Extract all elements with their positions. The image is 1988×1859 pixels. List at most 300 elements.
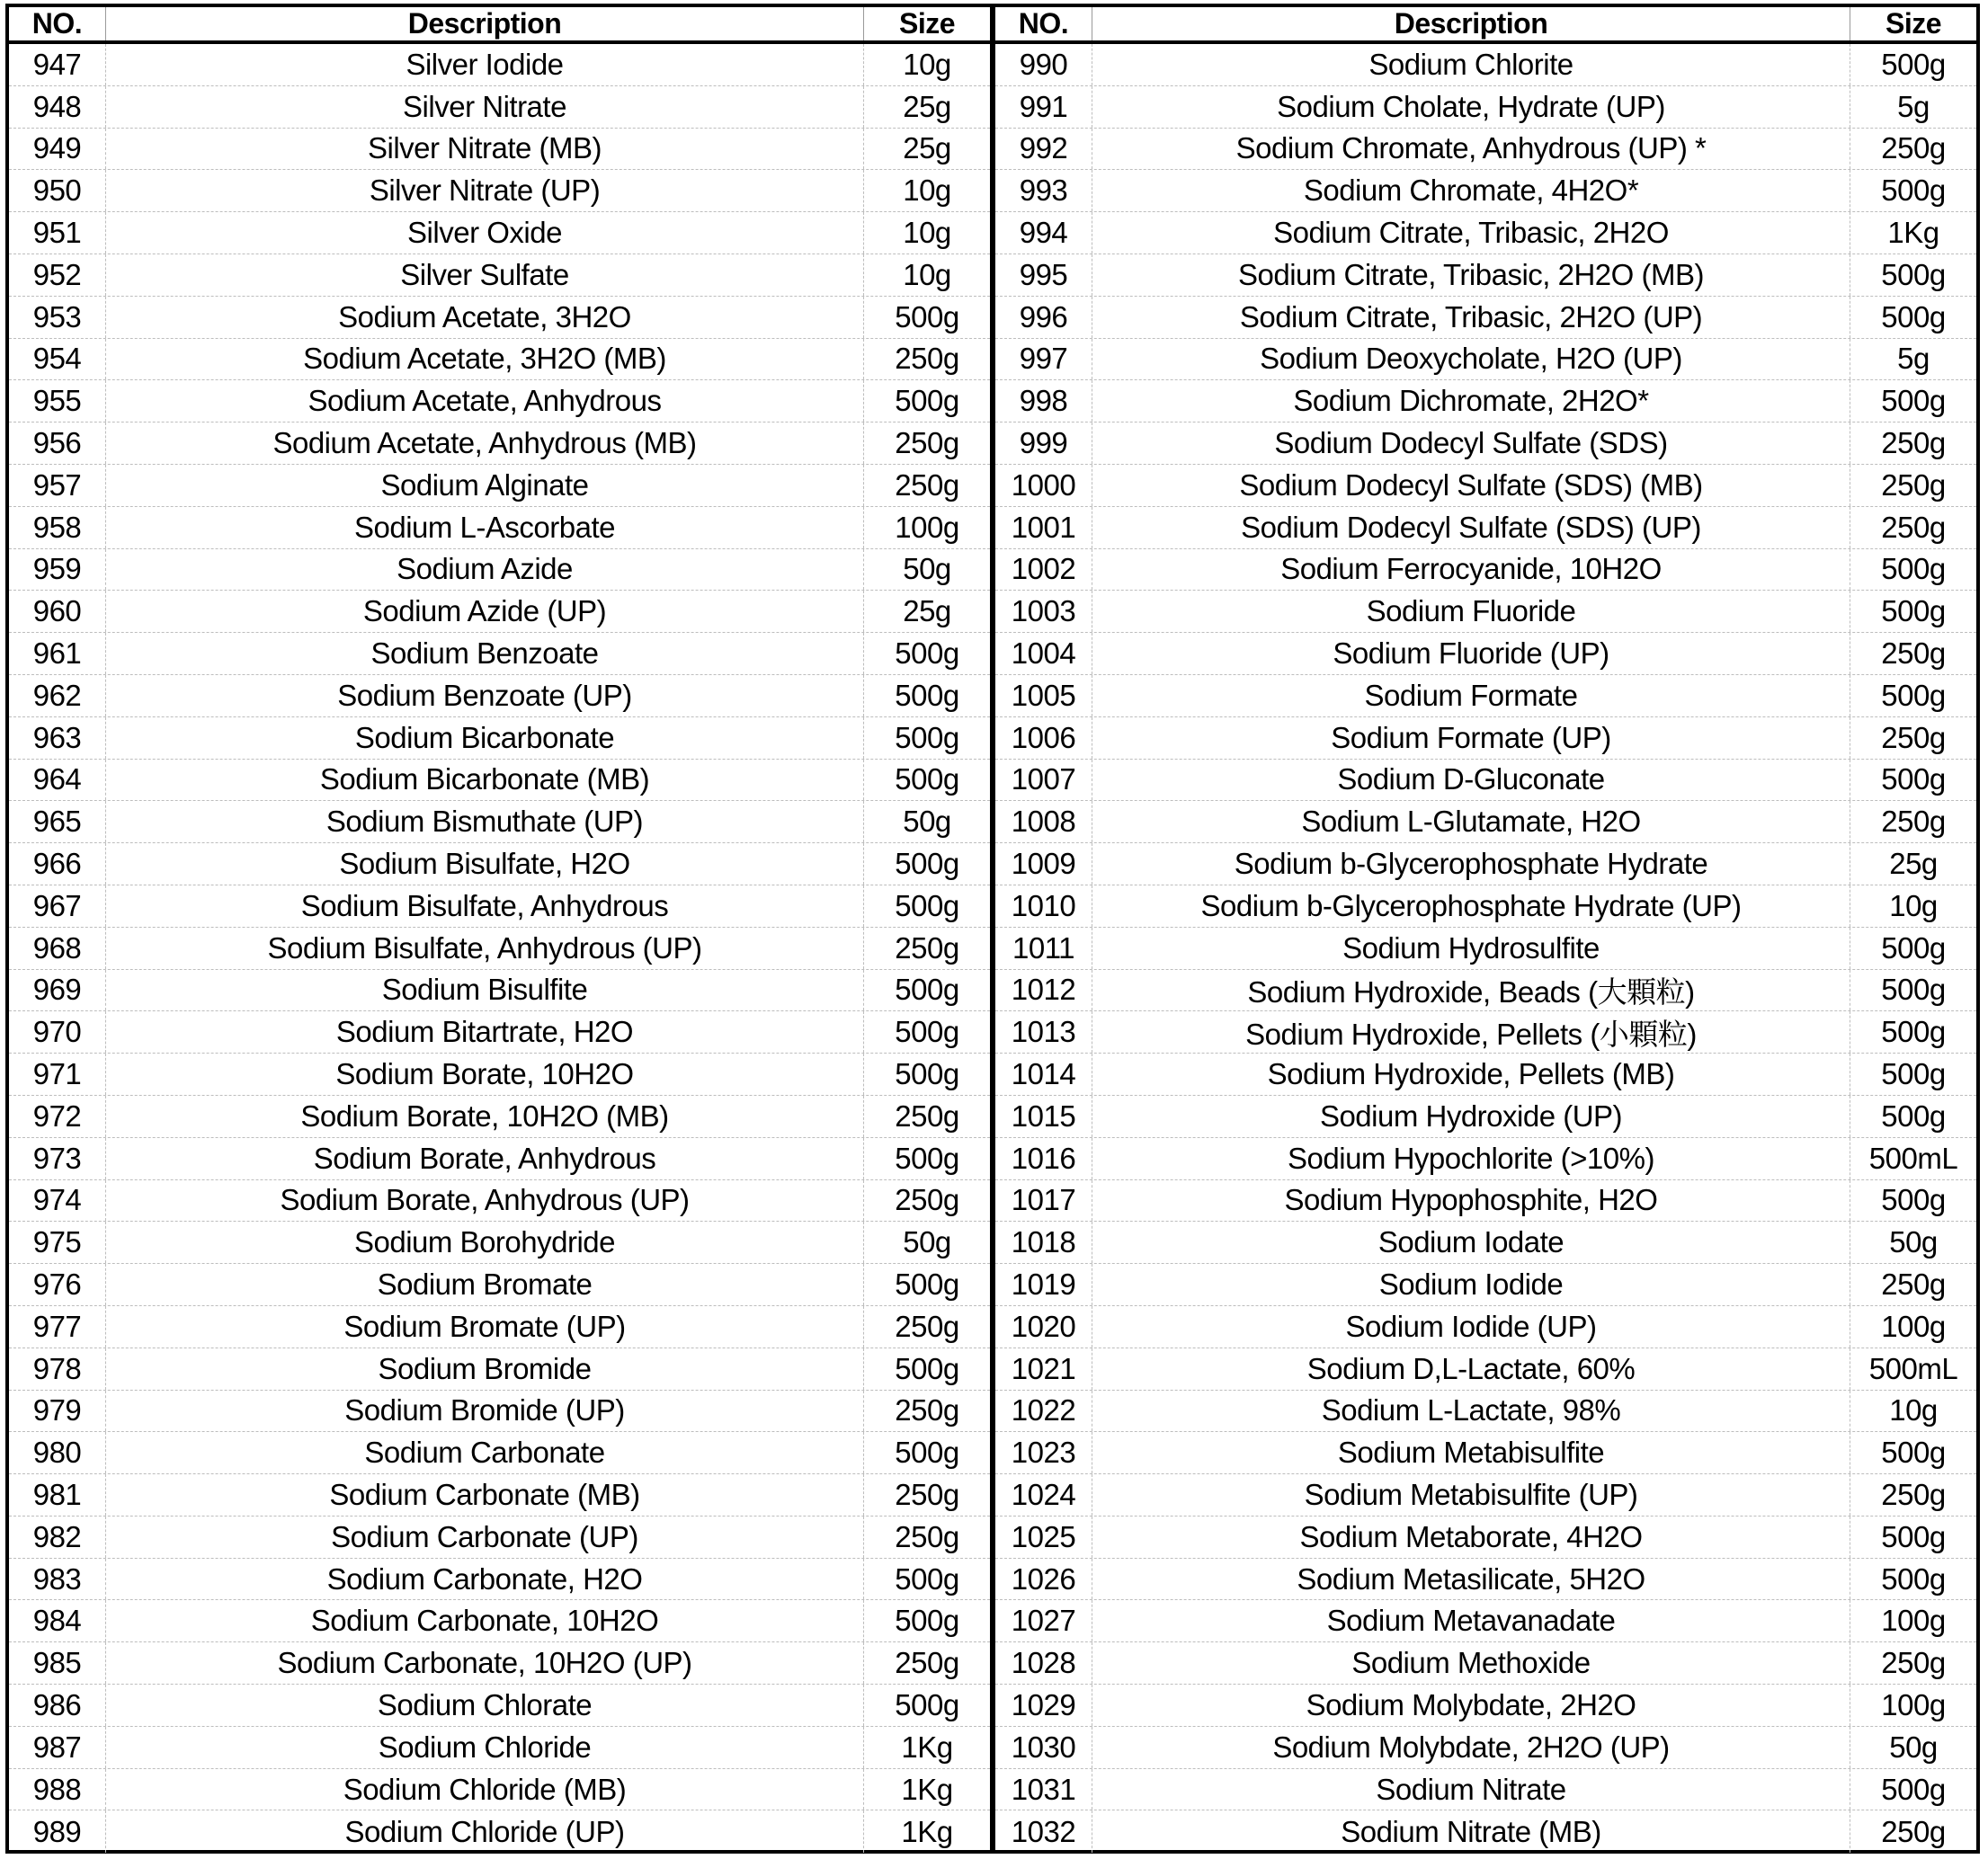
cell-size: 500g — [895, 888, 959, 922]
cell-no: 963 — [9, 717, 106, 759]
cell-description: Silver Nitrate — [106, 86, 864, 128]
cell-no: 962 — [9, 675, 106, 716]
cell-no: 954 — [9, 339, 106, 380]
cell-no: 965 — [9, 801, 106, 842]
cell-no: 968 — [9, 928, 106, 969]
table-row — [9, 380, 990, 422]
cell-no: 977 — [9, 1306, 106, 1348]
cell-description: Sodium Azide — [106, 549, 864, 591]
header-no: NO. — [995, 7, 1092, 40]
cell-no: 996 — [995, 297, 1092, 338]
cell-size: 50g — [903, 805, 951, 839]
cell-description: Sodium Fluoride — [1092, 591, 1850, 632]
table-row — [995, 885, 1976, 928]
table-row — [9, 1517, 990, 1559]
table-row — [995, 970, 1976, 1012]
cell-description: Sodium Acetate, Anhydrous (MB) — [106, 422, 864, 464]
left-table-column — [9, 7, 993, 1850]
table-header — [9, 7, 990, 44]
cell-no: 987 — [9, 1727, 106, 1768]
table-row — [995, 1727, 1976, 1769]
table-row — [995, 1474, 1976, 1517]
cell-size: 50g — [903, 1225, 951, 1259]
cell-size: 500g — [1881, 762, 1946, 796]
cell-no: 1014 — [995, 1054, 1092, 1095]
cell-no: 1001 — [995, 507, 1092, 548]
table-row — [9, 44, 990, 86]
cell-size: 500g — [1881, 594, 1946, 628]
cell-description: Sodium Alginate — [106, 465, 864, 506]
table-row — [995, 1138, 1976, 1180]
cell-no: 1031 — [995, 1769, 1092, 1810]
table-row — [9, 339, 990, 381]
table-row — [995, 717, 1976, 760]
cell-no: 948 — [9, 86, 106, 128]
cell-size: 500g — [895, 1268, 959, 1301]
table-row — [9, 717, 990, 760]
cell-no: 1009 — [995, 843, 1092, 885]
table-row — [9, 422, 990, 465]
cell-description: Sodium Borate, 10H2O (MB) — [106, 1096, 864, 1137]
table-row — [9, 1474, 990, 1517]
cell-size: 500g — [895, 384, 959, 418]
cell-description: Sodium Formate (UP) — [1092, 717, 1850, 759]
cell-description: Sodium Formate — [1092, 675, 1850, 716]
cell-description: Sodium Carbonate, 10H2O (UP) — [106, 1642, 864, 1684]
cell-no: 951 — [9, 212, 106, 254]
cell-size: 500mL — [1868, 1351, 1958, 1385]
cell-size: 500g — [1881, 930, 1946, 965]
cell-size: 250g — [895, 1393, 959, 1428]
cell-description: Sodium b-Glycerophosphate Hydrate (UP) — [1092, 885, 1850, 927]
cell-size: 500g — [1881, 1519, 1946, 1553]
cell-no: 955 — [9, 380, 106, 422]
cell-no: 1011 — [995, 928, 1092, 969]
cell-description: Sodium D-Gluconate — [1092, 760, 1850, 801]
cell-description: Sodium Molybdate, 2H2O (UP) — [1092, 1727, 1850, 1768]
cell-size: 500g — [1881, 299, 1946, 334]
table-row — [9, 1727, 990, 1769]
cell-size: 1Kg — [1887, 216, 1939, 250]
cell-no: 995 — [995, 254, 1092, 296]
cell-no: 1008 — [995, 801, 1092, 842]
cell-size: 50g — [1889, 1225, 1938, 1259]
cell-size: 250g — [1881, 1477, 1946, 1511]
table-row — [995, 760, 1976, 802]
cell-description: Sodium Chlorate — [106, 1685, 864, 1726]
cell-no: 985 — [9, 1642, 106, 1684]
cell-description: Sodium Citrate, Tribasic, 2H2O (MB) — [1092, 254, 1850, 296]
cell-description: Sodium Carbonate (UP) — [106, 1517, 864, 1558]
header-size: Size — [1885, 7, 1942, 40]
cell-no: 1003 — [995, 591, 1092, 632]
cell-size: 250g — [895, 1309, 959, 1343]
cell-description: Sodium Hydroxide, Pellets (小顆粒) — [1092, 1011, 1850, 1053]
header-size: Size — [898, 7, 956, 40]
table-row — [9, 254, 990, 297]
cell-description: Silver Nitrate (MB) — [106, 129, 864, 170]
cell-description: Sodium Nitrate (MB) — [1092, 1810, 1850, 1853]
cell-no: 964 — [9, 760, 106, 801]
cell-description: Sodium Chloride (UP) — [106, 1810, 864, 1853]
table-row — [995, 1642, 1976, 1685]
right-table-column — [993, 7, 1976, 1850]
cell-description: Sodium Hydroxide, Pellets (MB) — [1092, 1054, 1850, 1095]
cell-no: 1025 — [995, 1517, 1092, 1558]
cell-size: 5g — [1897, 342, 1930, 376]
cell-size: 10g — [903, 173, 951, 208]
cell-size: 500g — [1881, 47, 1946, 81]
cell-description: Sodium Bisulfate, H2O — [106, 843, 864, 885]
cell-description: Sodium Molybdate, 2H2O — [1092, 1685, 1850, 1726]
table-row — [9, 297, 990, 339]
table-row — [995, 1685, 1976, 1727]
cell-size: 250g — [1881, 1268, 1946, 1301]
cell-description: Sodium Borohydride — [106, 1222, 864, 1263]
cell-description: Sodium Chlorite — [1092, 44, 1850, 85]
table-row — [9, 1306, 990, 1348]
cell-size: 500g — [895, 1604, 959, 1638]
table-row — [9, 170, 990, 212]
cell-size: 250g — [895, 467, 959, 502]
table-row — [995, 1264, 1976, 1306]
table-row — [9, 1096, 990, 1138]
cell-description: Sodium Metaborate, 4H2O — [1092, 1517, 1850, 1558]
table-row — [9, 1391, 990, 1433]
cell-size: 25g — [903, 594, 951, 628]
cell-no: 986 — [9, 1685, 106, 1726]
cell-description: Sodium Cholate, Hydrate (UP) — [1092, 86, 1850, 128]
cell-no: 972 — [9, 1096, 106, 1137]
table-row — [995, 129, 1976, 171]
cell-size: 25g — [1889, 847, 1938, 881]
table-row — [9, 465, 990, 507]
header-description: Description — [1092, 7, 1850, 40]
cell-size: 500g — [895, 1561, 959, 1596]
cell-size: 250g — [1881, 426, 1946, 460]
cell-description: Sodium Hypophosphite, H2O — [1092, 1180, 1850, 1222]
cell-size: 100g — [895, 510, 959, 544]
cell-size: 1Kg — [901, 1772, 953, 1806]
product-table — [5, 4, 1980, 1854]
cell-size: 250g — [895, 930, 959, 965]
cell-no: 998 — [995, 380, 1092, 422]
cell-size: 500g — [1881, 1057, 1946, 1091]
cell-description: Sodium Deoxycholate, H2O (UP) — [1092, 339, 1850, 380]
cell-size: 250g — [895, 342, 959, 376]
cell-description: Sodium L-Glutamate, H2O — [1092, 801, 1850, 842]
cell-no: 980 — [9, 1432, 106, 1473]
cell-description: Sodium Acetate, 3H2O (MB) — [106, 339, 864, 380]
cell-no: 1021 — [995, 1348, 1092, 1390]
left-rows — [9, 44, 990, 1853]
table-row — [995, 212, 1976, 254]
cell-description: Sodium Bitartrate, H2O — [106, 1011, 864, 1053]
cell-size: 500g — [1881, 1772, 1946, 1806]
table-row — [995, 254, 1976, 297]
cell-size: 10g — [1889, 1393, 1938, 1428]
cell-size: 250g — [1881, 510, 1946, 544]
table-row — [995, 465, 1976, 507]
table-row — [9, 1054, 990, 1096]
cell-no: 994 — [995, 212, 1092, 254]
cell-size: 500g — [895, 847, 959, 881]
cell-size: 500g — [1881, 973, 1946, 1007]
cell-size: 100g — [1881, 1604, 1946, 1638]
cell-size: 500g — [895, 762, 959, 796]
cell-size: 500g — [895, 299, 959, 334]
cell-size: 500g — [895, 973, 959, 1007]
cell-no: 1030 — [995, 1727, 1092, 1768]
cell-no: 1018 — [995, 1222, 1092, 1263]
cell-description: Sodium Metabisulfite — [1092, 1432, 1850, 1473]
cell-size: 500g — [1881, 173, 1946, 208]
cell-description: Sodium L-Lactate, 98% — [1092, 1391, 1850, 1432]
table-row — [9, 760, 990, 802]
cell-no: 978 — [9, 1348, 106, 1390]
cell-no: 967 — [9, 885, 106, 927]
cell-size: 500g — [895, 678, 959, 712]
table-row — [995, 549, 1976, 592]
cell-description: Sodium Bicarbonate — [106, 717, 864, 759]
cell-no: 1017 — [995, 1180, 1092, 1222]
cell-no: 971 — [9, 1054, 106, 1095]
table-row — [9, 1769, 990, 1811]
cell-description: Sodium b-Glycerophosphate Hydrate — [1092, 843, 1850, 885]
cell-size: 500g — [1881, 1561, 1946, 1596]
table-row — [9, 1222, 990, 1264]
cell-no: 990 — [995, 44, 1092, 85]
cell-size: 100g — [1881, 1309, 1946, 1343]
table-row — [995, 1810, 1976, 1853]
cell-description: Sodium Fluoride (UP) — [1092, 633, 1850, 674]
cell-size: 250g — [1881, 1814, 1946, 1848]
table-row — [9, 1138, 990, 1180]
cell-size: 10g — [903, 216, 951, 250]
cell-no: 1027 — [995, 1600, 1092, 1641]
cell-description: Sodium Ferrocyanide, 10H2O — [1092, 549, 1850, 591]
table-row — [9, 885, 990, 928]
table-row — [9, 1685, 990, 1727]
table-row — [9, 1348, 990, 1391]
cell-description: Sodium Acetate, 3H2O — [106, 297, 864, 338]
cell-size: 250g — [1881, 636, 1946, 671]
cell-size: 100g — [1881, 1687, 1946, 1721]
cell-no: 1005 — [995, 675, 1092, 716]
cell-size: 500g — [895, 636, 959, 671]
table-row — [9, 1432, 990, 1474]
cell-description: Sodium Chloride — [106, 1727, 864, 1768]
header-description: Description — [106, 7, 864, 40]
cell-no: 993 — [995, 170, 1092, 211]
cell-no: 984 — [9, 1600, 106, 1641]
table-row — [9, 801, 990, 843]
table-row — [9, 675, 990, 717]
cell-no: 970 — [9, 1011, 106, 1053]
cell-no: 961 — [9, 633, 106, 674]
table-row — [9, 1642, 990, 1685]
cell-description: Sodium Benzoate — [106, 633, 864, 674]
cell-description: Sodium Hydroxide (UP) — [1092, 1096, 1850, 1137]
cell-description: Sodium Chromate, 4H2O* — [1092, 170, 1850, 211]
cell-size: 5g — [1897, 89, 1930, 123]
cell-no: 988 — [9, 1769, 106, 1810]
table-row — [995, 633, 1976, 675]
cell-description: Sodium Iodide (UP) — [1092, 1306, 1850, 1348]
table-row — [995, 591, 1976, 633]
table-row — [9, 1600, 990, 1642]
cell-description: Sodium Dodecyl Sulfate (SDS) (UP) — [1092, 507, 1850, 548]
cell-description: Sodium Bisulfate, Anhydrous (UP) — [106, 928, 864, 969]
cell-no: 973 — [9, 1138, 106, 1179]
cell-no: 1020 — [995, 1306, 1092, 1348]
table-row — [9, 212, 990, 254]
cell-description: Silver Iodide — [106, 44, 864, 85]
cell-no: 953 — [9, 297, 106, 338]
table-row — [9, 86, 990, 129]
cell-description: Sodium Iodide — [1092, 1264, 1850, 1305]
cell-no: 1028 — [995, 1642, 1092, 1684]
table-row — [995, 1769, 1976, 1811]
table-row — [995, 928, 1976, 970]
table-row — [995, 44, 1976, 86]
cell-no: 1016 — [995, 1138, 1092, 1179]
cell-size: 25g — [903, 89, 951, 123]
cell-size: 500g — [1881, 1183, 1946, 1217]
cell-description: Sodium Iodate — [1092, 1222, 1850, 1263]
cell-size: 1Kg — [901, 1814, 953, 1848]
cell-no: 1023 — [995, 1432, 1092, 1473]
cell-size: 500g — [895, 720, 959, 754]
table-row — [9, 1559, 990, 1601]
cell-description: Sodium Hypochlorite (>10%) — [1092, 1138, 1850, 1179]
table-row — [995, 801, 1976, 843]
cell-no: 1032 — [995, 1810, 1092, 1853]
cell-no: 982 — [9, 1517, 106, 1558]
cell-no: 1015 — [995, 1096, 1092, 1137]
cell-description: Sodium Carbonate — [106, 1432, 864, 1473]
cell-no: 960 — [9, 591, 106, 632]
cell-size: 10g — [903, 257, 951, 291]
cell-no: 992 — [995, 129, 1092, 170]
table-row — [9, 1810, 990, 1853]
table-row — [995, 1559, 1976, 1601]
cell-no: 1002 — [995, 549, 1092, 591]
cell-no: 949 — [9, 129, 106, 170]
cell-no: 952 — [9, 254, 106, 296]
cell-no: 959 — [9, 549, 106, 591]
cell-size: 500g — [1881, 1098, 1946, 1133]
table-row — [995, 1306, 1976, 1348]
cell-no: 1024 — [995, 1474, 1092, 1516]
table-row — [995, 1391, 1976, 1433]
cell-no: 957 — [9, 465, 106, 506]
cell-size: 50g — [903, 552, 951, 586]
cell-description: Sodium Benzoate (UP) — [106, 675, 864, 716]
table-row — [995, 1054, 1976, 1096]
cell-description: Sodium Metasilicate, 5H2O — [1092, 1559, 1850, 1600]
cell-no: 947 — [9, 44, 106, 85]
table-row — [995, 1011, 1976, 1054]
cell-size: 500g — [1881, 1015, 1946, 1049]
cell-no: 958 — [9, 507, 106, 548]
table-row — [995, 422, 1976, 465]
cell-size: 250g — [1881, 720, 1946, 754]
table-row — [995, 1348, 1976, 1391]
cell-description: Sodium Borate, 10H2O — [106, 1054, 864, 1095]
table-row — [995, 1600, 1976, 1642]
cell-no: 956 — [9, 422, 106, 464]
cell-description: Sodium Bromide — [106, 1348, 864, 1390]
table-row — [995, 1180, 1976, 1223]
cell-description: Sodium Chloride (MB) — [106, 1769, 864, 1810]
cell-size: 250g — [895, 1477, 959, 1511]
cell-size: 50g — [1889, 1730, 1938, 1764]
cell-description: Sodium Chromate, Anhydrous (UP) * — [1092, 129, 1850, 170]
cell-size: 500g — [1881, 384, 1946, 418]
cell-size: 250g — [1881, 805, 1946, 839]
cell-description: Sodium Dodecyl Sulfate (SDS) — [1092, 422, 1850, 464]
table-row — [9, 970, 990, 1012]
table-row — [9, 507, 990, 549]
cell-no: 1010 — [995, 885, 1092, 927]
table-row — [995, 1096, 1976, 1138]
cell-size: 250g — [895, 1646, 959, 1680]
cell-description: Silver Oxide — [106, 212, 864, 254]
cell-description: Sodium Bisulfate, Anhydrous — [106, 885, 864, 927]
cell-size: 250g — [895, 426, 959, 460]
cell-description: Sodium Metabisulfite (UP) — [1092, 1474, 1850, 1516]
table-row — [9, 129, 990, 171]
cell-no: 997 — [995, 339, 1092, 380]
cell-no: 981 — [9, 1474, 106, 1516]
cell-size: 10g — [1889, 888, 1938, 922]
cell-description: Sodium Citrate, Tribasic, 2H2O (UP) — [1092, 297, 1850, 338]
cell-no: 1004 — [995, 633, 1092, 674]
cell-no: 974 — [9, 1180, 106, 1222]
table-row — [995, 1432, 1976, 1474]
cell-description: Sodium Carbonate, 10H2O — [106, 1600, 864, 1641]
table-row — [9, 1264, 990, 1306]
cell-description: Sodium Carbonate, H2O — [106, 1559, 864, 1600]
cell-no: 1019 — [995, 1264, 1092, 1305]
cell-description: Sodium Azide (UP) — [106, 591, 864, 632]
cell-no: 1013 — [995, 1011, 1092, 1053]
cell-description: Sodium Bromide (UP) — [106, 1391, 864, 1432]
cell-size: 250g — [1881, 131, 1946, 165]
table-header — [995, 7, 1976, 44]
cell-no: 983 — [9, 1559, 106, 1600]
cell-no: 975 — [9, 1222, 106, 1263]
cell-no: 1006 — [995, 717, 1092, 759]
table-row — [9, 843, 990, 885]
cell-size: 500g — [895, 1057, 959, 1091]
cell-size: 500mL — [1868, 1141, 1958, 1175]
cell-description: Sodium Hydrosulfite — [1092, 928, 1850, 969]
cell-no: 1000 — [995, 465, 1092, 506]
table-row — [995, 1222, 1976, 1264]
cell-size: 500g — [1881, 257, 1946, 291]
cell-description: Sodium Borate, Anhydrous (UP) — [106, 1180, 864, 1222]
cell-no: 989 — [9, 1810, 106, 1853]
cell-size: 250g — [895, 1183, 959, 1217]
table-row — [995, 297, 1976, 339]
table-row — [9, 549, 990, 592]
cell-no: 1012 — [995, 970, 1092, 1011]
cell-size: 1Kg — [901, 1730, 953, 1764]
table-row — [995, 1517, 1976, 1559]
cell-no: 1026 — [995, 1559, 1092, 1600]
